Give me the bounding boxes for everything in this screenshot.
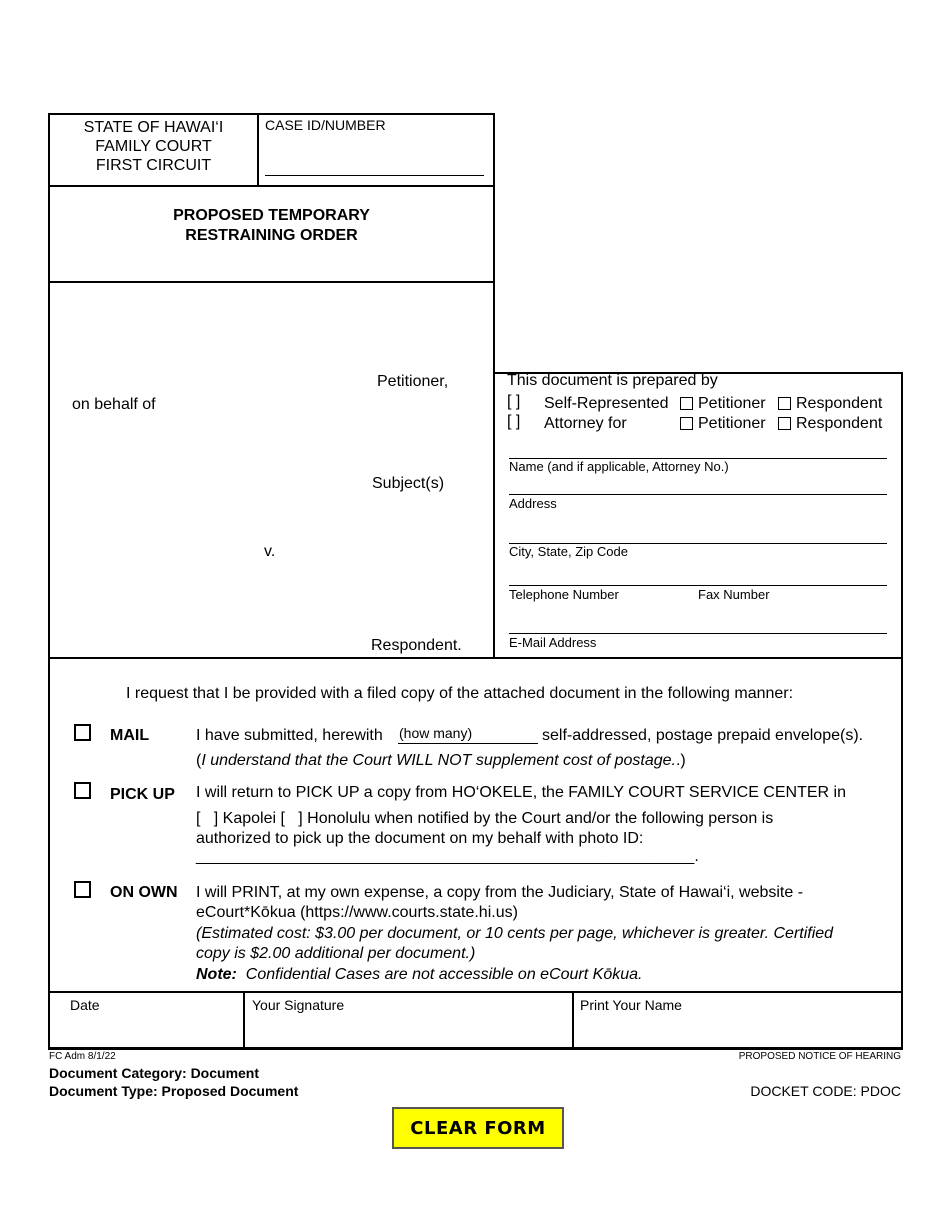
prepared-box-right bbox=[901, 372, 903, 659]
on-own-line-3: (Estimated cost: $3.00 per document, or 10 cents per page, whichever is greater. Certified bbox=[196, 925, 834, 942]
attorney-respondent-label: Respondent bbox=[796, 415, 883, 432]
address-label: Address bbox=[509, 496, 557, 511]
pickup-line-1: I will return to PICK UP a copy from HO‘OKELE, the FAMILY COURT SERVICE CENTER in bbox=[196, 784, 846, 801]
document-type: Document Type: Proposed Document bbox=[49, 1083, 299, 1099]
mail-text-1: I have submitted, herewith bbox=[196, 727, 383, 744]
attorney-respondent-checkbox[interactable] bbox=[778, 417, 791, 430]
state-name: STATE OF HAWAI‘I bbox=[83, 119, 224, 136]
print-name-field[interactable] bbox=[577, 1015, 897, 1045]
address-field[interactable] bbox=[509, 494, 887, 495]
attorney-petitioner-checkbox[interactable] bbox=[680, 417, 693, 430]
parties-right-border bbox=[493, 281, 495, 659]
document-title-line2: RESTRAINING ORDER bbox=[185, 227, 358, 244]
caption-divider bbox=[48, 185, 495, 187]
on-behalf-of-label: on behalf of bbox=[72, 396, 156, 413]
signature-label: Your Signature bbox=[252, 997, 345, 1013]
signature-field[interactable] bbox=[248, 1015, 568, 1045]
self-represented-label: Self-Represented bbox=[544, 395, 669, 412]
pickup-label: PICK UP bbox=[110, 786, 175, 803]
email-label: E-Mail Address bbox=[509, 635, 597, 650]
attorney-bracket[interactable]: [ ] bbox=[507, 413, 521, 430]
print-name-label: Print Your Name bbox=[580, 997, 682, 1013]
subjects-label: Subject(s) bbox=[372, 475, 445, 492]
versus-label: v. bbox=[264, 543, 276, 560]
phone-label: Telephone Number bbox=[509, 587, 619, 602]
docket-code: DOCKET CODE: PDOC bbox=[750, 1083, 901, 1099]
self-respondent-label: Respondent bbox=[796, 395, 883, 412]
on-own-note bbox=[196, 966, 642, 984]
fax-label: Fax Number bbox=[698, 587, 770, 602]
on-own-line-4: copy is $2.00 additional per document.) bbox=[196, 945, 476, 962]
clear-form-button[interactable]: CLEAR FORM bbox=[392, 1107, 564, 1149]
signature-row-top bbox=[48, 991, 903, 993]
on-own-note-text: Confidential Cases are not accessible on eCourt Kōkua. bbox=[245, 966, 643, 983]
prepared-by-heading: This document is prepared by bbox=[507, 372, 718, 389]
parties-left-border bbox=[48, 281, 50, 659]
pickup-line-2: [ ] Kapolei [ ] Honolulu when notified by the Court and/or the following person is bbox=[196, 810, 774, 827]
signature-row-bottom bbox=[48, 1047, 903, 1050]
respondent-label: Respondent. bbox=[371, 637, 462, 654]
mail-note-open: ( bbox=[196, 752, 202, 769]
case-number-label: CASE ID/NUMBER bbox=[265, 117, 386, 133]
mail-text-2: self-addressed, postage prepaid envelope(s). bbox=[542, 727, 864, 744]
on-own-line-1: I will PRINT, at my own expense, a copy from the Judiciary, State of Hawai‘i, website - bbox=[196, 884, 804, 901]
document-category: Document Category: Document bbox=[49, 1065, 260, 1081]
city-label: City, State, Zip Code bbox=[509, 544, 628, 559]
name-label: Name (and if applicable, Attorney No.) bbox=[509, 459, 729, 474]
mail-note-close: .) bbox=[675, 752, 686, 769]
on-own-line-2: eCourt*Kōkua (https://www.courts.state.hi.us) bbox=[196, 904, 518, 921]
court-name: FAMILY COURT bbox=[95, 138, 212, 155]
how-many-field[interactable] bbox=[398, 743, 538, 744]
circuit-name: FIRST CIRCUIT bbox=[95, 157, 212, 174]
pickup-person-field[interactable]: ________________________________________________________. bbox=[196, 848, 699, 865]
attorney-petitioner-label: Petitioner bbox=[698, 415, 766, 432]
form-id: FC Adm 8/1/22 bbox=[49, 1051, 116, 1062]
self-petitioner-checkbox[interactable] bbox=[680, 397, 693, 410]
pickup-line-3: authorized to pick up the document on my behalf with photo ID: bbox=[196, 830, 644, 847]
on-own-label: ON OWN bbox=[110, 884, 178, 901]
on-own-checkbox[interactable] bbox=[74, 881, 91, 898]
how-many-label: (how many) bbox=[399, 725, 473, 741]
request-intro: I request that I be provided with a filed copy of the attached document in the following manner: bbox=[126, 685, 794, 702]
date-field[interactable] bbox=[52, 1015, 240, 1045]
mail-checkbox[interactable] bbox=[74, 724, 91, 741]
signature-divider-1 bbox=[243, 991, 245, 1049]
signature-divider-2 bbox=[572, 991, 574, 1049]
mail-note bbox=[196, 752, 686, 770]
mail-label: MAIL bbox=[110, 727, 150, 744]
self-represented-bracket[interactable]: [ ] bbox=[507, 393, 521, 410]
on-own-note-label: Note: bbox=[196, 966, 237, 983]
self-respondent-checkbox[interactable] bbox=[778, 397, 791, 410]
self-petitioner-label: Petitioner bbox=[698, 395, 766, 412]
document-title-line1: PROPOSED TEMPORARY bbox=[173, 207, 370, 224]
mail-note-text: I understand that the Court WILL NOT supplement cost of postage. bbox=[201, 752, 676, 769]
petitioner-label: Petitioner, bbox=[377, 373, 449, 390]
case-number-field[interactable] bbox=[265, 175, 484, 176]
attorney-for-label: Attorney for bbox=[544, 415, 627, 432]
case-divider bbox=[257, 113, 259, 186]
form-title: PROPOSED NOTICE OF HEARING bbox=[738, 1051, 901, 1062]
date-label: Date bbox=[70, 997, 100, 1013]
phone-fax-field[interactable] bbox=[509, 585, 887, 586]
pickup-checkbox[interactable] bbox=[74, 782, 91, 799]
email-field[interactable] bbox=[509, 633, 887, 634]
